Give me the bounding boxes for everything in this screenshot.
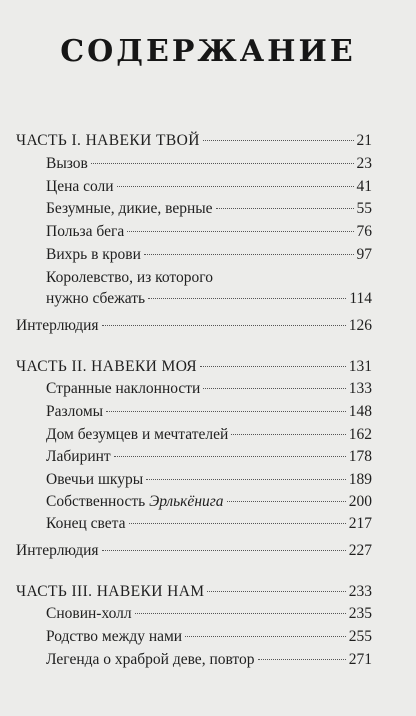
dot-leader [127,231,353,232]
dot-leader [231,434,345,435]
toc-chapter[interactable] [46,199,372,219]
toc-chapter[interactable] [46,245,372,265]
toc-label: Интерлюдия [16,542,99,559]
dot-leader [144,254,354,255]
dot-leader [91,163,354,164]
dot-leader [200,366,346,367]
toc-label: Странные наклонности [46,380,201,397]
toc-label [46,492,224,512]
dot-leader [227,501,346,502]
toc-page-number: 227 [348,542,372,559]
dot-leader [106,411,346,412]
dot-leader [207,591,345,592]
toc-page-number: 131 [348,358,372,375]
toc-chapter[interactable] [46,402,372,422]
dot-leader [102,325,346,326]
dot-leader [203,388,345,389]
toc-page-number: 21 [356,132,372,149]
toc-label: Цена соли [46,178,114,195]
toc-page-number: 271 [348,651,372,668]
toc-part-2[interactable] [16,357,372,377]
toc-chapter[interactable] [46,154,372,174]
toc-chapter[interactable] [46,470,372,490]
toc-label: Польза бега [46,223,125,240]
toc-page-number: 23 [356,155,372,172]
dot-leader [114,456,346,457]
toc-chapter[interactable] [46,447,372,467]
toc-chapter[interactable] [46,604,372,624]
toc-chapter[interactable] [46,289,372,309]
toc-chapter[interactable] [46,514,372,534]
toc-label: Разломы [46,403,104,420]
dot-leader [258,659,346,660]
toc-page-number: 148 [348,403,372,420]
dot-leader [117,186,354,187]
toc-chapter[interactable] [46,177,372,197]
toc-chapter[interactable] [46,650,372,670]
dot-leader [216,208,354,209]
toc-label: ЧАСТЬ III. НАВЕКИ НАМ [16,583,205,600]
toc-label: Конец света [46,515,126,532]
toc-label: Сновин-холл [46,605,132,622]
dot-leader [146,479,346,480]
dot-leader [129,523,346,524]
toc-label: Родство между нами [46,628,183,645]
toc-page-number: 41 [356,178,372,195]
toc-page-number: 200 [348,493,372,510]
toc-label-text: Собственность [46,493,150,510]
toc-label: нужно сбежать [46,290,146,307]
toc-page-number: 162 [348,426,372,443]
dot-leader [102,550,346,551]
toc-label: Дом безумцев и мечтателей [46,426,229,443]
dot-leader [135,613,346,614]
toc-page-number: 178 [348,448,372,465]
toc-label: Безумные, дикие, верные [46,200,213,217]
dot-leader [203,140,354,141]
toc-page-number: 114 [349,290,372,307]
toc-page-number: 189 [348,471,372,488]
toc-label: Интерлюдия [16,317,99,334]
toc-chapter[interactable] [46,379,372,399]
toc-part-3[interactable] [16,582,372,602]
toc-page-number: 217 [348,515,372,532]
toc-page-number: 235 [348,605,372,622]
toc-interlude[interactable] [16,316,372,336]
toc-label: Легенда о храброй деве, повтор [46,651,255,668]
toc-interlude[interactable] [16,541,372,561]
toc-page-number: 97 [356,246,372,263]
page-title: СОДЕРЖАНИЕ [60,34,356,69]
dot-leader [185,636,346,637]
toc-label: Лабиринт [46,448,111,465]
toc-label-italic: Эрлькёнига [149,493,224,510]
toc-chapter[interactable] [46,627,372,647]
toc-page-number: 133 [348,380,372,397]
toc-label: Вихрь в крови [46,246,141,263]
toc-chapter[interactable] [46,222,372,242]
toc-label: Вызов [46,155,88,172]
toc-page-number: 255 [348,628,372,645]
toc-page-number: 76 [356,223,372,240]
toc-label: ЧАСТЬ II. НАВЕКИ МОЯ [16,358,197,375]
toc-part-1[interactable] [16,131,372,151]
toc-label-line1: Королевство, из которого [46,269,213,286]
toc-label: ЧАСТЬ I. НАВЕКИ ТВОЙ [16,132,200,149]
toc-page-number: 126 [348,317,372,334]
toc-chapter[interactable] [46,492,372,512]
dot-leader [148,298,346,299]
toc-chapter[interactable] [46,425,372,445]
toc-label: Овечьи шкуры [46,471,144,488]
toc-page-number: 233 [348,583,372,600]
toc-page-number: 55 [356,200,372,217]
